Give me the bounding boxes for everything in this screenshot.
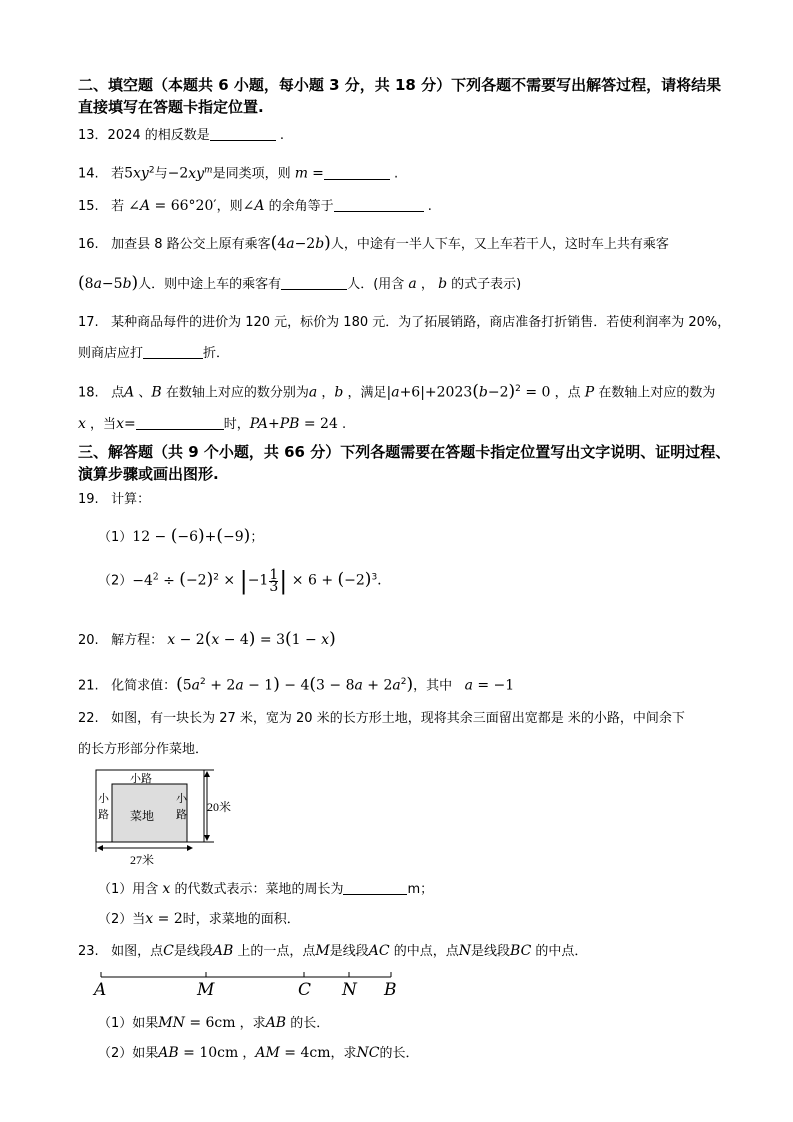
point-label-a: A: [94, 980, 107, 1000]
fig-label-length: 27米: [130, 853, 155, 867]
question-17: 17. 某种商品每件的进价为 120 元，标价为 180 元．为了拓展销路，商店准备打折销售．若使利润率为 20%，: [78, 315, 731, 330]
point-label-n: N: [342, 980, 357, 1000]
question-13: 13．2024 的相反数是 .: [78, 128, 285, 143]
question-15: 15. 若 ∠A = 66°20′，则∠A 的余角等于 .: [78, 198, 432, 214]
section-2-heading-cont: 直接填写在答题卡指定位置.: [78, 98, 264, 116]
question-19-part-2: $(2)-4^2 \div (-2)^2 \times |-1$ $\frac{1}{3}$ | × $6 + (-2)^3$.: [98, 566, 382, 596]
question-22-part-2: （2）当x = 2时，求菜地的面积．: [98, 911, 300, 927]
section-3-heading-cont: 演算步骤或画出图形.: [78, 465, 219, 483]
point-label-b: B: [384, 980, 397, 1000]
segment-diagram: [96, 966, 406, 986]
question-22-cont: 的长方形部分作菜地．: [78, 742, 209, 757]
question-22: 22. 如图，有一块长为 27 米，宽为 20 米的长方形土地，现将其余三面留出宽都是 米的小路，中间余下: [78, 711, 685, 726]
question-14: 14. 若$5xy^2$与$-2xy^m$是同类项，则 m = .: [78, 165, 399, 182]
fig-label-right-road-2: 路: [176, 808, 187, 821]
question-19: 19. 计算：: [78, 492, 151, 507]
point-label-m: M: [197, 980, 215, 1000]
question-16: 16. 加查县 8 路公交上原有乘客(4a−2b)人，中途有一半人下车，又上车若干人，这时车上共有乘客: [78, 233, 669, 253]
answer-blank[interactable]: [143, 344, 203, 359]
section-3-heading: 三、解答题（共 9 个小题，共 66 分）下列各题需要在答题卡指定位置写出文字说明、证明过程、: [78, 443, 731, 461]
point-label-c: C: [298, 980, 312, 1000]
fig-label-right-road-1: 小: [176, 792, 187, 805]
fig-label-left-road-2: 路: [98, 808, 109, 821]
answer-blank[interactable]: [324, 165, 390, 180]
fig-label-left-road-1: 小: [98, 792, 109, 805]
answer-blank[interactable]: [334, 197, 424, 212]
section-2-heading: 二、填空题（本题共 6 小题，每小题 3 分，共 18 分）下列各题不需要写出解答过程，请将结果: [78, 76, 722, 94]
answer-blank[interactable]: [343, 880, 407, 895]
question-20: 20. 解方程： x − 2(x − 4) = 3(1 − x): [78, 629, 336, 649]
question-17-cont: 则商店应打 折．: [78, 346, 230, 361]
fig-label-width: 20米: [207, 800, 232, 814]
question-23-part-2: （2）如果AB = 10cm ，AM = 4cm，求NC的长．: [98, 1045, 419, 1061]
question-18-cont: x ，当x= 时，PA+PB = 24 .: [78, 416, 347, 432]
question-21: 21. 化简求值：$(5a^2 + 2a - 1) - 4(3 - 8a + 2a^2)$，其中 a = −1: [78, 674, 515, 695]
question-23-part-1: （1）如果MN = 6cm ，求AB 的长．: [98, 1015, 330, 1031]
fig-label-vegetable-plot: 菜地: [130, 809, 155, 823]
question-18: 18. 点A 、B 在数轴上对应的数分别为a ，b ，满足$|a+6|+2023(b-2)^2 = 0$ ，点 P 在数轴上对应的数为: [78, 381, 716, 402]
question-19-part-1: （1）12 − (−6)+(−9)；: [98, 526, 264, 546]
answer-blank[interactable]: [281, 275, 347, 290]
question-23: 23. 如图，点C是线段AB 上的一点，点M是线段AC 的中点，点N是线段BC 的中点．: [78, 943, 588, 959]
answer-blank[interactable]: [136, 415, 224, 430]
fig-label-top-road: 小路: [130, 772, 152, 785]
question-22-part-1: （1）用含 x 的代数式表示：菜地的周长为 m；: [98, 881, 434, 897]
question-16-cont: (8a−5b)人．则中途上车的乘客有 人．(用含 a ， b 的式子表示): [78, 273, 522, 293]
answer-blank[interactable]: [210, 126, 276, 141]
